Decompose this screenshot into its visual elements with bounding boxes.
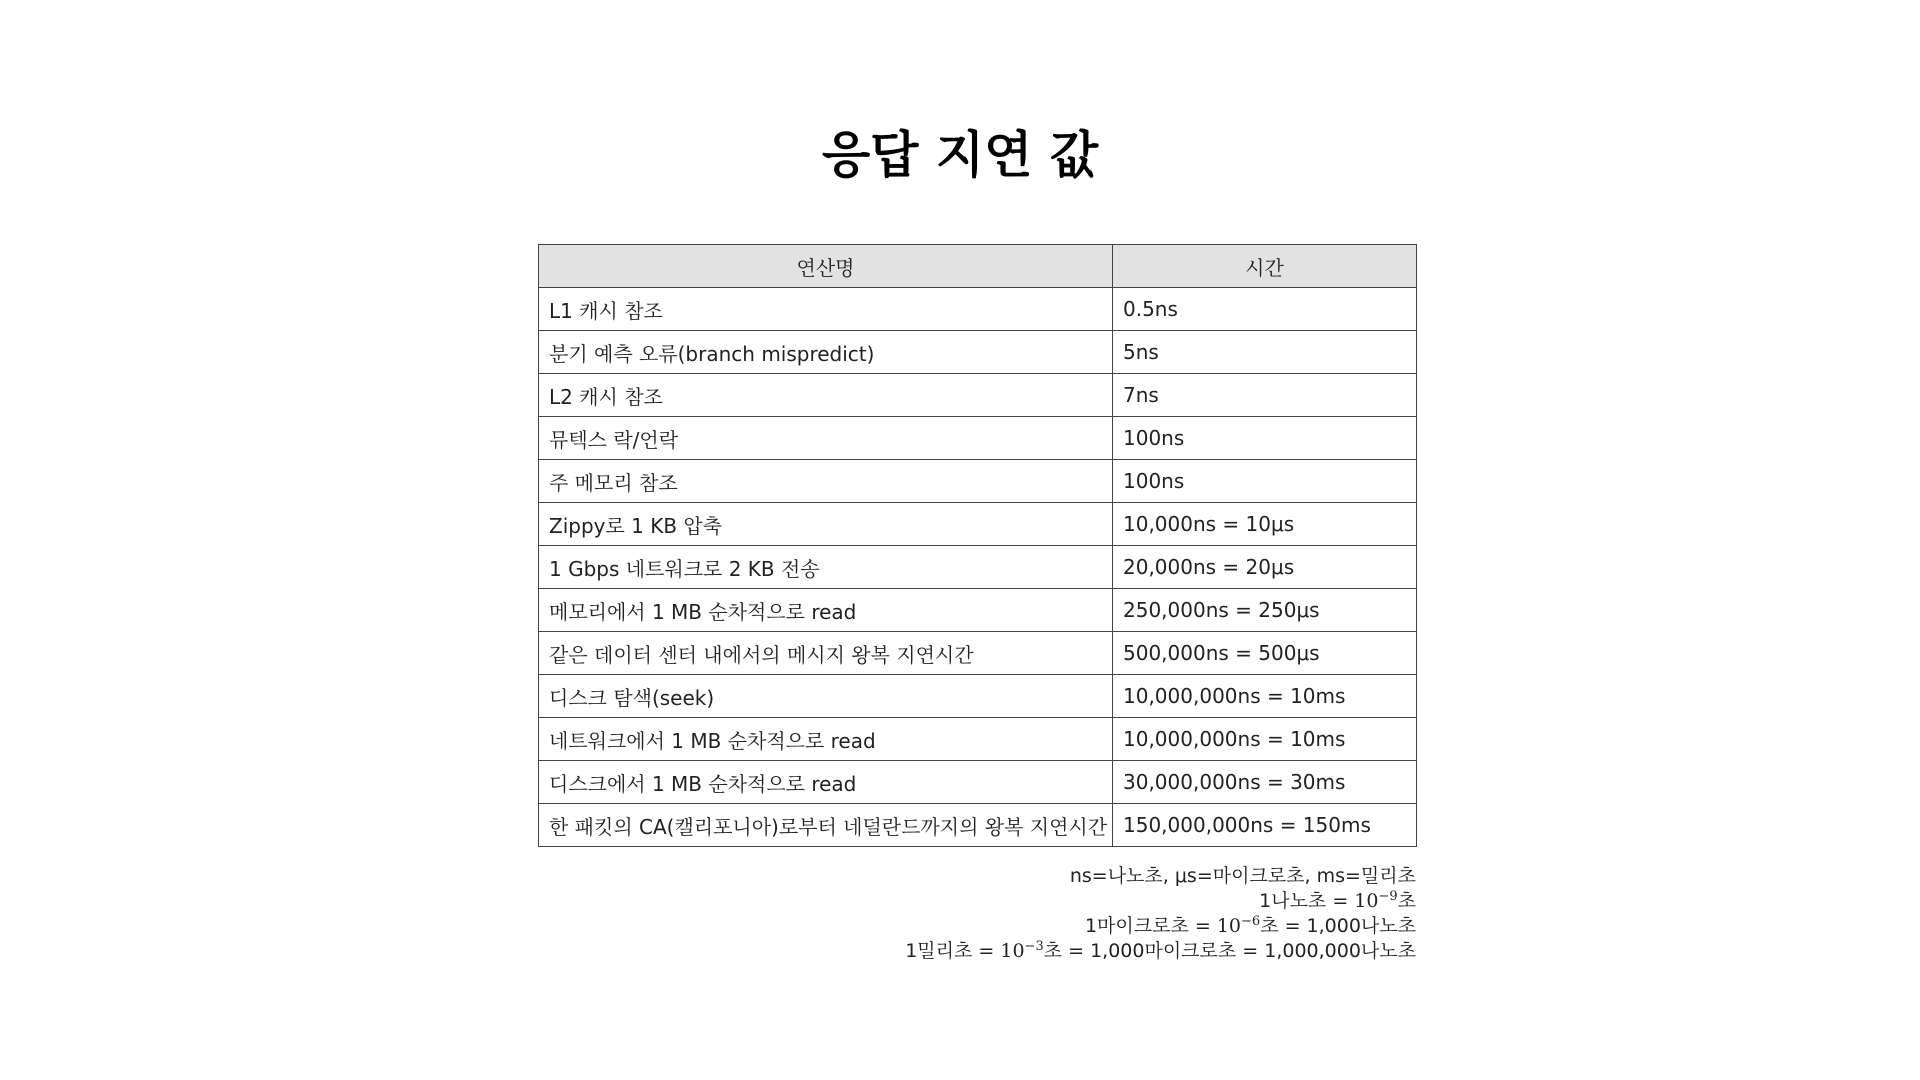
operation-cell: 네트워크에서 1 MB 순차적으로 read [539,718,1113,761]
microsecond-definition-line [538,914,1416,939]
time-cell: 20,000ns = 20μs [1113,546,1417,589]
operation-cell: 디스크에서 1 MB 순차적으로 read [539,761,1113,804]
table-row [539,761,1417,804]
table-row [539,718,1417,761]
power-exponent: −6 [1241,914,1261,929]
note-prefix: 1나노초 = [1259,890,1355,912]
column-header-operation: 연산명 [539,245,1113,288]
time-cell: 30,000,000ns = 30ms [1113,761,1417,804]
unit-notes [538,864,1416,964]
time-cell: 0.5ns [1113,288,1417,331]
note-prefix: 1밀리초 = [905,940,1001,962]
time-cell: 500,000ns = 500μs [1113,632,1417,675]
note-prefix: 1마이크로초 = [1084,915,1217,937]
power-base: 10 [1000,940,1025,962]
operation-cell: 1 Gbps 네트워크로 2 KB 전송 [539,546,1113,589]
latency-table [538,244,1417,847]
nanosecond-definition-line [538,889,1416,914]
table-row [539,374,1417,417]
operation-cell: 메모리에서 1 MB 순차적으로 read [539,589,1113,632]
power-base: 10 [1354,890,1379,912]
operation-cell: 같은 데이터 센터 내에서의 메시지 왕복 지연시간 [539,632,1113,675]
operation-cell: L1 캐시 참조 [539,288,1113,331]
table-row [539,331,1417,374]
note-suffix: 초 = 1,000마이크로초 = 1,000,000나노초 [1043,940,1416,962]
note-suffix: 초 [1397,890,1416,912]
time-cell: 10,000,000ns = 10ms [1113,675,1417,718]
time-cell: 250,000ns = 250μs [1113,589,1417,632]
time-cell: 10,000,000ns = 10ms [1113,718,1417,761]
table-row [539,546,1417,589]
time-cell: 100ns [1113,460,1417,503]
table-row [539,675,1417,718]
operation-cell: Zippy로 1 KB 압축 [539,503,1113,546]
table-row [539,503,1417,546]
unit-legend-line: ns=나노초, μs=마이크로초, ms=밀리초 [1069,865,1416,887]
operation-cell: 한 패킷의 CA(캘리포니아)로부터 네덜란드까지의 왕복 지연시간 [539,804,1113,847]
table-row [539,460,1417,503]
table-row [539,288,1417,331]
note-suffix: 초 = 1,000나노초 [1260,915,1416,937]
power-exponent: −3 [1024,939,1044,954]
operation-cell: 주 메모리 참조 [539,460,1113,503]
table-row [539,589,1417,632]
power-exponent: −9 [1378,889,1398,904]
time-cell: 7ns [1113,374,1417,417]
power-base: 10 [1216,915,1242,937]
table-row [539,804,1417,847]
table-header-row [539,245,1417,288]
table-row [539,417,1417,460]
time-cell: 10,000ns = 10μs [1113,503,1417,546]
table-row [539,632,1417,675]
column-header-time: 시간 [1113,245,1417,288]
operation-cell: L2 캐시 참조 [539,374,1113,417]
operation-cell: 뮤텍스 락/언락 [539,417,1113,460]
time-cell: 150,000,000ns = 150ms [1113,804,1417,847]
time-cell: 100ns [1113,417,1417,460]
operation-cell: 디스크 탐색(seek) [539,675,1113,718]
time-cell: 5ns [1113,331,1417,374]
operation-cell: 분기 예측 오류(branch mispredict) [539,331,1113,374]
millisecond-definition-line [538,939,1416,964]
page-title: 응답 지연 값 [821,126,1099,184]
